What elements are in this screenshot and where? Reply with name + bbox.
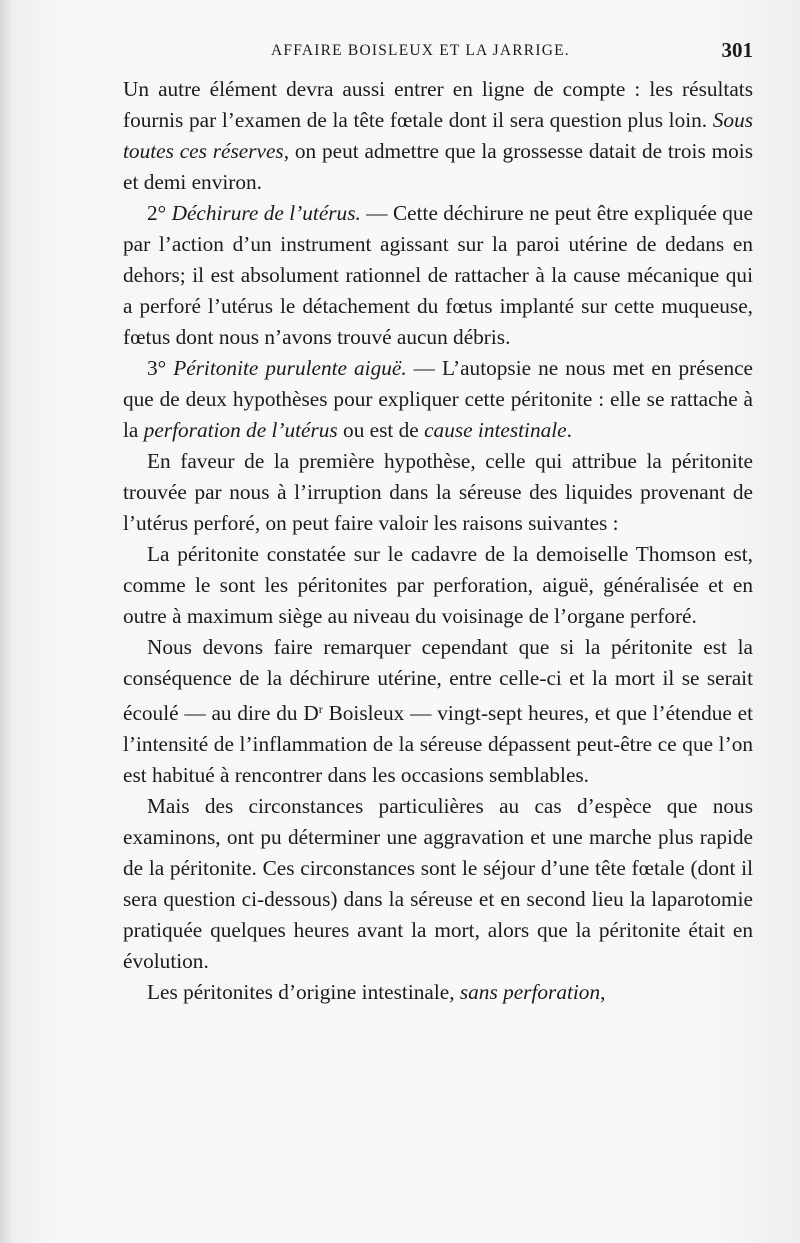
text-span: En faveur de la première hypothèse, celle qui attribue la péritonite trouvée par nous à l’irruption dans la séreuse des liquides provenant de l’utérus perforé, on peut faire valoir les raisons suivantes :	[123, 449, 753, 535]
paragraph	[123, 353, 753, 446]
page-gutter-shadow	[0, 0, 14, 1243]
paragraph	[123, 446, 753, 539]
paragraph	[123, 791, 753, 977]
text-span: ou est de	[337, 418, 425, 442]
superscript: r	[318, 702, 323, 716]
text-span: ,	[600, 980, 606, 1004]
body-text	[123, 74, 753, 1008]
text-span: La péritonite constatée sur le cadavre de la demoiselle Thomson est, comme le sont les péritonites par perforation, aiguë, généralisée et en outre à maximum siège au niveau du voisinage de l’organe perforé.	[123, 542, 753, 628]
italic-span: perforation de l’utérus	[143, 418, 338, 442]
text-span: Nous devons faire remarquer cependant que si la péritonite est la conséquence de la déchirure utérine, entre celle-ci et la mort il se serait écoulé — au dire du D	[123, 635, 753, 725]
running-head: AFFAIRE BOISLEUX ET LA JARRIGE.	[271, 42, 570, 59]
text-span: , on peut admettre que la grossesse datait de trois mois et demi environ.	[123, 139, 753, 194]
text-span: — L’autopsie ne nous met en présence que de deux hypothèses pour expliquer cette péritonite : elle se rattache à la	[123, 356, 753, 442]
italic-span: cause intestinale	[424, 418, 567, 442]
italic-span: Déchirure de l’utérus.	[171, 201, 361, 225]
text-span: Mais des circonstances particulières au cas d’espèce que nous examinons, ont pu déterminer une aggravation et une marche plus rapide de la péritonite. Ces circonstances sont le séjour d’une tête fœtale (dont il sera question ci-dessous) dans la séreuse et en second lieu la laparotomie pratiquée quelques heures avant la mort, alors que la péritonite était en évolution.	[123, 794, 753, 973]
paragraph	[123, 74, 753, 198]
text-span: Un autre élément devra aussi entrer en ligne de compte : les résultats fournis par l’examen de la tête fœtale dont il sera question plus loin.	[123, 77, 753, 132]
text-span: 3°	[147, 356, 174, 380]
text-span: 2°	[147, 201, 172, 225]
paragraph	[123, 198, 753, 353]
text-span: Boisleux — vingt-sept heures, et que l’étendue et l’intensité de l’inflammation de la séreuse dépassent peut-être ce que l’on est habitué à rencontrer dans les occasions semblables.	[123, 701, 753, 787]
paragraph	[123, 977, 753, 1008]
italic-span: Péritonite purulente aiguë.	[173, 356, 407, 380]
text-span: Les péritonites d’origine intestinale,	[147, 980, 460, 1004]
italic-span: sans perforation	[459, 980, 601, 1004]
text-span: — Cette déchirure ne peut être expliquée que par l’action d’un instrument agissant sur la paroi utérine de dedans en dehors; il est absolument rationnel de rattacher à la cause mécanique qui a perforé l’utérus le détachement du fœtus implanté sur cette muqueuse, fœtus dont nous n’avons trouvé aucun débris.	[123, 201, 753, 349]
paragraph	[123, 539, 753, 632]
page-header	[123, 38, 753, 68]
italic-span: Sous toutes ces réserves	[123, 108, 753, 163]
paragraph	[123, 632, 753, 791]
text-span: .	[566, 418, 572, 442]
page-number: 301	[721, 38, 753, 62]
